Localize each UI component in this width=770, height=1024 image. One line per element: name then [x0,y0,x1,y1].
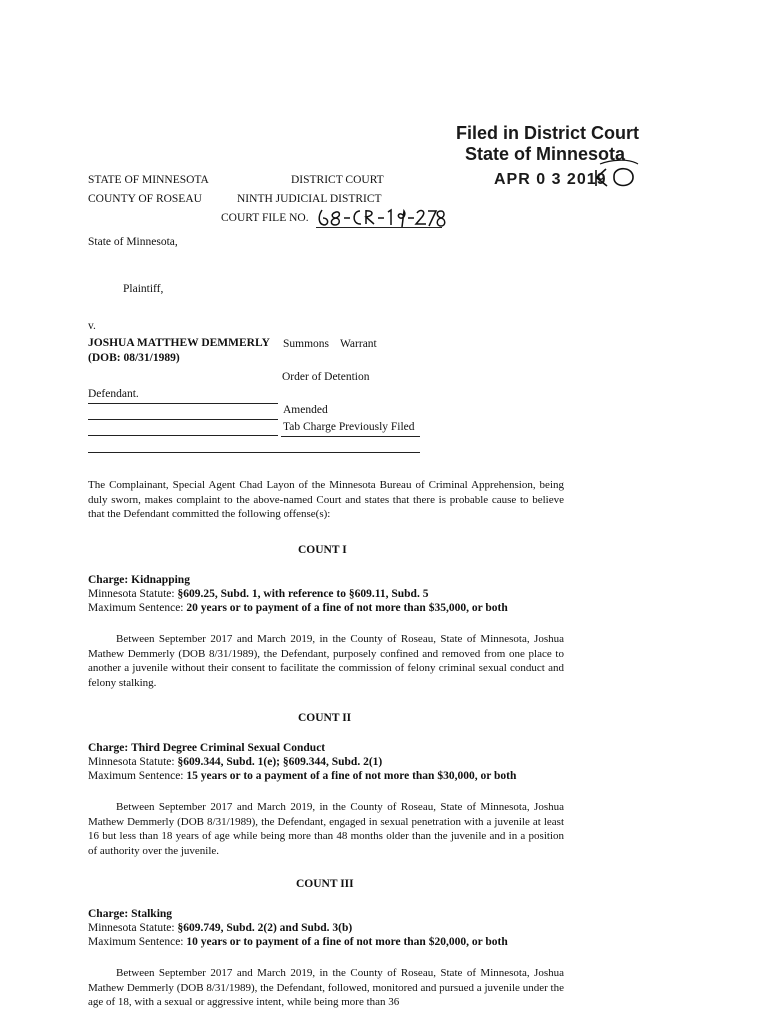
caption-bottom-rule [88,452,420,453]
clerk-initials-signature [590,158,640,192]
caption-district: NINTH JUDICIAL DISTRICT [237,193,382,205]
sentence-text: 10 years or to payment of a fine of not more than $20,000, or both [186,936,508,948]
defendant-rule-3 [88,435,278,436]
count-narrative: Between September 2017 and March 2019, in the County of Roseau, State of Minnesota, Joshua Mathew Demmerly (DOB 8/31/1989), the Defendant, engaged in sexual penetration with a juvenile at least 16 but less than 18 years of age while being more than 48 months older than the juvenile and in a position of authority over the juvenile. [88,801,564,857]
sentence-label: Maximum Sentence: [88,770,184,782]
count-narrative: Between September 2017 and March 2019, in the County of Roseau, State of Minnesota, Joshua Mathew Demmerly (DOB 8/31/1989), the Defendant, purposely confined and removed from one place to another a juvenile without their consent to facilitate the commission of felony criminal sexual conduct and felony stalking. [88,633,564,689]
versus: v. [88,320,96,332]
statute-label: Minnesota Statute: [88,588,175,600]
defendant-rule-1 [88,403,278,404]
statute-text: §609.344, Subd. 1(e); §609.344, Subd. 2(1) [177,756,383,768]
statute-text: §609.749, Subd. 2(2) and Subd. 3(b) [177,922,353,934]
summons-option: Summons [283,338,330,350]
amended-option: Amended [283,404,328,416]
handwritten-file-number [316,202,446,232]
filed-stamp-line2: State of Minnesota [465,144,626,164]
charge-label: Charge: [88,574,129,586]
sentence-text: 15 years or to a payment of a fine of not more than $30,000, or both [186,770,517,782]
charge-name: Third Degree Criminal Sexual Conduct [131,742,326,754]
charge-label: Charge: [88,742,129,754]
defendant-dob: (DOB: 08/31/1989) [88,352,180,364]
filed-stamp-date: APR 0 3 2019 [494,171,607,188]
sentence-label: Maximum Sentence: [88,602,184,614]
sentence-line [88,771,516,783]
order-of-detention-option: Order of Detention [282,371,370,383]
caption-state: STATE OF MINNESOTA [88,174,209,186]
sentence-text: 20 years or to payment of a fine of not more than $35,000, or both [186,602,508,614]
defendant-rule-2 [88,419,278,420]
charge-line [88,909,172,921]
complaint-intro: The Complainant, Special Agent Chad Layon of the Minnesota Bureau of Criminal Apprehension, being duly sworn, makes complaint to the above-named Court and states that there is probable cause to believe that the Defendant committed the following offense(s): [88,479,564,521]
defendant-label: Defendant. [88,388,139,400]
filed-stamp-line1: Filed in District Court [456,123,640,143]
charge-name: Kidnapping [131,574,190,586]
charge-line [88,575,190,587]
statute-label: Minnesota Statute: [88,756,175,768]
tab-charge-option: Tab Charge Previously Filed [283,421,415,433]
sentence-label: Maximum Sentence: [88,936,184,948]
tab-charge-rule [281,436,420,437]
count-heading: COUNT III [296,878,354,890]
defendant-name: JOSHUA MATTHEW DEMMERLY [88,337,270,349]
statute-label: Minnesota Statute: [88,922,175,934]
sentence-line [88,603,508,615]
caption-court: DISTRICT COURT [291,174,384,186]
charge-name: Stalking [131,908,173,920]
warrant-option: Warrant [340,338,377,350]
count-narrative: Between September 2017 and March 2019, in the County of Roseau, State of Minnesota, Joshua Mathew Demmerly (DOB 8/31/1989), the Defendant, followed, monitored and pursued a juvenile under the age of 18, with a sexual or aggressive intent, while being more than 36 [88,967,564,1009]
charge-line [88,743,325,755]
caption-file-no-label: COURT FILE NO. [221,212,309,224]
charge-label: Charge: [88,908,129,920]
count-heading: COUNT I [298,544,347,556]
statute-line [88,589,428,601]
statute-line [88,923,352,935]
plaintiff-label: Plaintiff, [123,283,164,295]
count-heading: COUNT II [298,712,352,724]
statute-line [88,757,382,769]
plaintiff-name: State of Minnesota, [88,236,178,248]
sentence-line [88,937,508,949]
statute-text: §609.25, Subd. 1, with reference to §609.11, Subd. 5 [177,588,429,600]
caption-county: COUNTY OF ROSEAU [88,193,202,205]
